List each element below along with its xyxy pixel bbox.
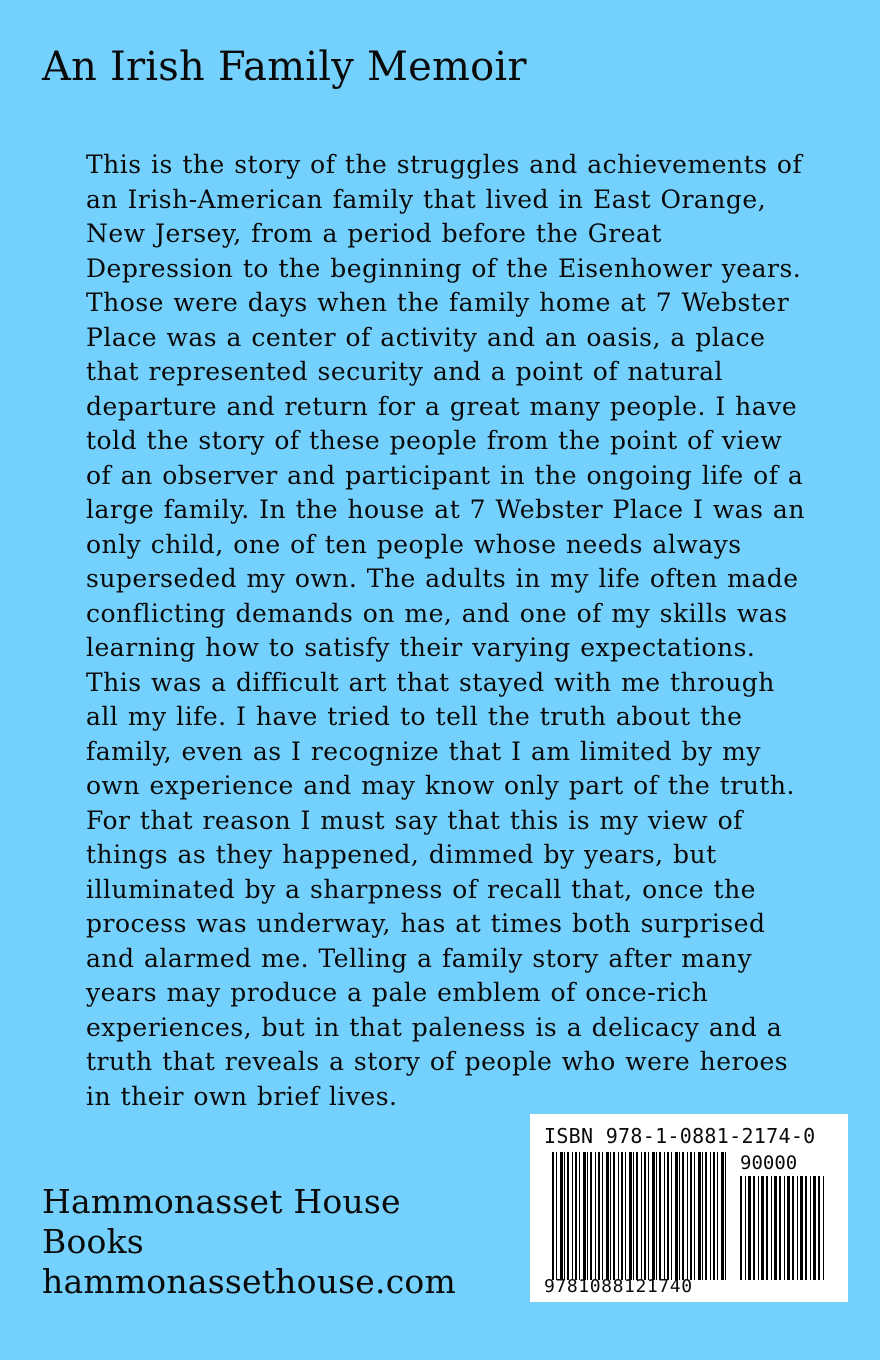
publisher-website: hammonassethouse.com <box>42 1262 456 1301</box>
barcode-digits: 9781088121740 <box>544 1276 693 1297</box>
publisher-name-line-1: Hammonasset House <box>42 1182 401 1221</box>
isbn-barcode-box <box>530 1114 848 1302</box>
ean-barcode-bars <box>552 1152 728 1280</box>
price-addon-barcode-bars <box>740 1176 824 1280</box>
back-cover-blurb: This is the story of the struggles and achievements of an Irish-American family that lived in East Orange, New Jersey, from a period before the Great Depression to the beginning of the Eisenhower years. Those were days when the family home at 7 Webster Place was a center of activity and an oasis, a place that represented security and a point of natural departure and return for a great many people. I have told the story of these people from the point of view of an observer and participant in the ongoing life of a large family. In the house at 7 Webster Place I was an only child, one of ten people whose needs always superseded my own. The adults in my life often made conflicting demands on me, and one of my skills was learning how to satisfy their varying expectations. This was a difficult art that stayed with me through all my life. I have tried to tell the truth about the family, even as I recognize that I am limited by my own experience and may know only part of the truth. For that reason I must say that this is my view of things as they happened, dimmed by years, but illuminated by a sharpness of recall that, once the process was underway, has at times both surprised and alarmed me. Telling a family story after many years may produce a pale emblem of once-rich experiences, but in that paleness is a delicacy and a truth that reveals a story of people who were heroes in their own brief lives. <box>86 150 805 1111</box>
publisher-name-line-2: Books <box>42 1222 144 1261</box>
book-title: An Irish Family Memoir <box>42 44 527 90</box>
price-code: 90000 <box>740 1152 798 1174</box>
publisher-block <box>42 1182 456 1302</box>
isbn-label: ISBN 978-1-0881-2174-0 <box>544 1124 816 1148</box>
